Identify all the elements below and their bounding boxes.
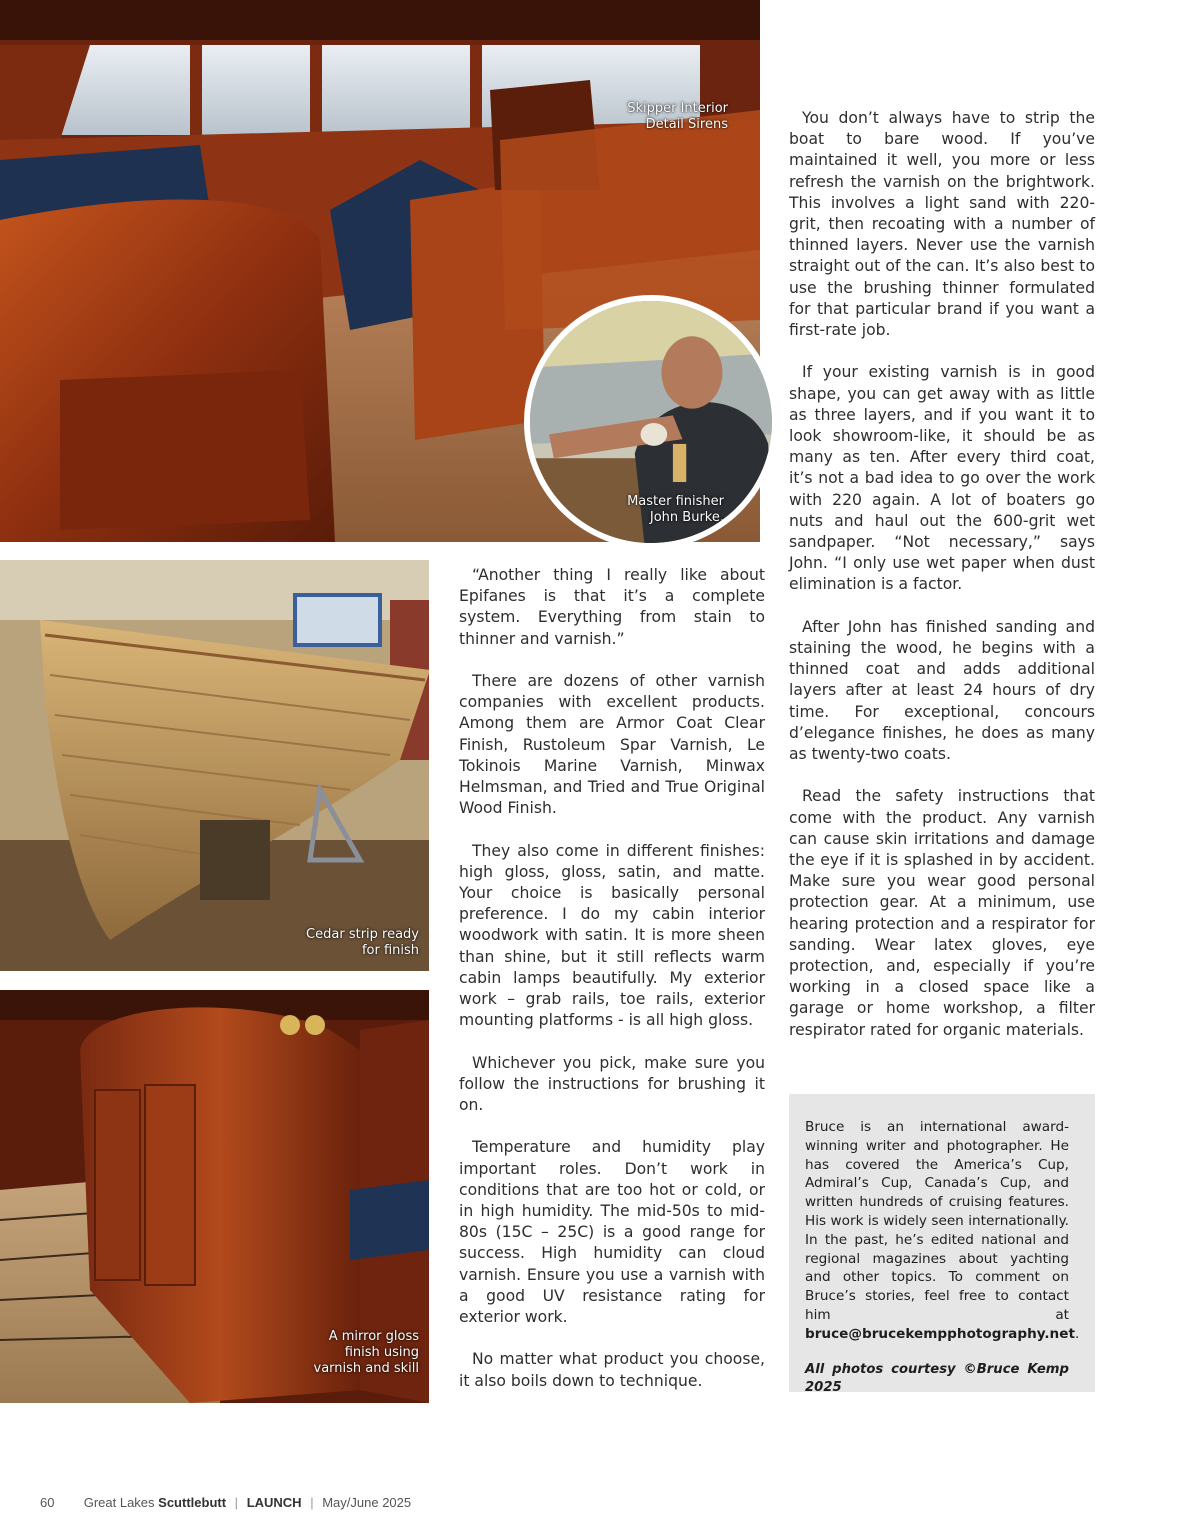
- bio-body: Bruce is an international award-winning writer and photographer. He has covered the America’s Cup, Admiral’s Cup, Canada’s Cup, and written hundreds of cruising features. His work is widely seen internationally. In the past, he’s edited national and regional magazines about yachting and other topics. To comment on Bruce’s stories, feel free to contact him at: [805, 1119, 1069, 1323]
- paragraph: They also come in different finishes: high gloss, gloss, satin, and matte. Your choice is basically personal preference. I do my cabin interior woodwork with satin. It is more sheen than shine, but it still reflects warm cabin lamps beautifully. My exterior work – grab rails, toe rails, exterior mounting platforms - is all high gloss.: [459, 841, 765, 1030]
- bio-period: .: [1074, 1325, 1080, 1342]
- paragraph: “Another thing I really like about Epifanes is that it’s a complete system. Everything from stain to thinner and varnish.”: [459, 566, 765, 648]
- author-bio-text: [805, 1118, 1080, 1344]
- author-bio-box: [789, 1094, 1095, 1396]
- paragraph: There are dozens of other varnish companies with excellent products. Among them are Armor Coat Clear Finish, Rustoleum Spar Varnish, Le Tokinois Marine Varnish, Minwax Helmsman, and Tried and True Original Wood Finish.: [459, 672, 765, 818]
- paragraph: Whichever you pick, make sure you follow the instructions for brushing it on.: [459, 1053, 765, 1115]
- photo-credit: All photos courtesy ©Bruce Kemp 2025: [805, 1361, 1069, 1396]
- cedar-strip-hull-photo: [0, 560, 429, 971]
- issue-date: May/June 2025: [322, 1495, 412, 1510]
- page-footer: [40, 1495, 411, 1510]
- right-column-text: [789, 108, 1095, 1041]
- paragraph: You don’t always have to strip the boat to bare wood. If you’ve maintained it well, you more or less refresh the varnish on the brightwork. This involves a light sand with 220-grit, then recoating with a number of thinned layers. Never use the varnish straight out of the can. It’s also best to use the brushing thinner formulated for that particular brand if you want a first-rate job.: [789, 109, 1095, 340]
- portrait-photo-caption: Master finisher John Burke.: [627, 494, 724, 525]
- hull-photo-caption: Cedar strip ready for finish: [306, 927, 419, 958]
- publication-name-bold: Scuttlebutt: [158, 1495, 227, 1510]
- paragraph: If your existing varnish is in good shape, you can get away with as little as three layers, and if you want it to look showroom-like, it should be as many as ten. After every third coat, it’s not a bad idea to go over the work with 220 again. A lot of boaters go nuts and haul out the 600-grit wet sandpaper. “Not necessary,” says John. “I only use wet paper when dust elimination is a factor.: [789, 363, 1095, 594]
- middle-column-text: [459, 565, 765, 1392]
- footer-separator: |: [310, 1495, 314, 1510]
- cabin-photo-caption: Skipper Interior Detail Sirens: [627, 101, 728, 132]
- paragraph: Read the safety instructions that come with the product. Any varnish can cause skin irritations and damage the eye if it is splashed in by accident. Make sure you wear good personal protection gear. At a minimum, use hearing protection and a respirator for sanding. Wear latex gloves, eye protection, and, especially if you’re working in a closed space like a garage or home workshop, a filter respirator rated for organic materials.: [789, 787, 1095, 1039]
- paragraph: After John has finished sanding and staining the wood, he begins with a thinned coat and adds additional layers after at least 24 hours of dry time. For exceptional, concours d’elegance finishes, he does as many as twenty-two coats.: [789, 617, 1095, 764]
- footer-separator: |: [234, 1495, 239, 1510]
- section-name: LAUNCH: [246, 1495, 302, 1510]
- page-number: 60: [40, 1495, 55, 1510]
- paragraph: Temperature and humidity play important roles. Don’t work in conditions that are too hot or cold, or in high humidity. The mid-50s to mid-80s (15C – 25C) is a good range for success. High humidity can cloud varnish. Ensure you use a varnish with a good UV resistance rating for exterior work.: [459, 1138, 765, 1327]
- author-email-link[interactable]: bruce@brucekempphotography.net: [805, 1325, 1075, 1342]
- publication-name: Great Lakes: [83, 1495, 159, 1510]
- portrait-photo: [524, 295, 778, 549]
- paragraph: No matter what product you choose, it also boils down to technique.: [459, 1350, 765, 1390]
- mirror-gloss-cabinet-photo: [0, 990, 429, 1403]
- cabinet-photo-caption: A mirror gloss finish using varnish and skill: [313, 1329, 419, 1376]
